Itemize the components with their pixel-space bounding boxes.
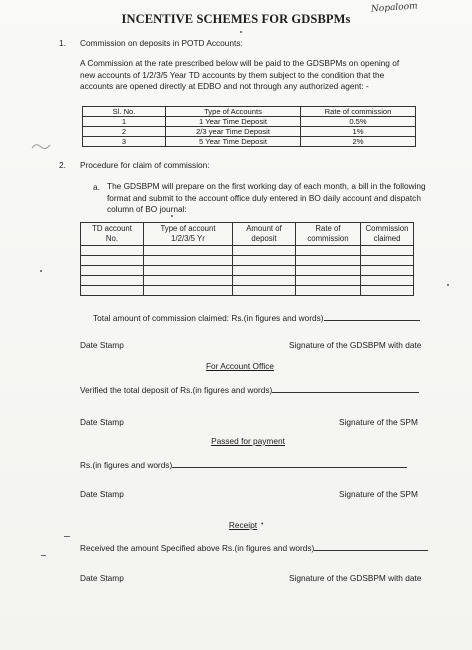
table-cell[interactable] xyxy=(81,286,144,296)
dash-mark xyxy=(41,555,46,556)
table-cell[interactable] xyxy=(144,286,233,296)
paragraph-line: The GDSBPM will prepare on the first working day of each month, a bill in the following xyxy=(107,181,426,191)
table-cell[interactable] xyxy=(233,286,296,296)
table-cell[interactable] xyxy=(361,256,414,266)
rs-words-label: Rs.(in figures and words) xyxy=(80,460,173,470)
table-cell[interactable] xyxy=(233,276,296,286)
table-row xyxy=(81,246,414,256)
section-2-number: 2. xyxy=(59,160,66,170)
paragraph-line: A Commission at the rate prescribed below will be paid to the GDSBPMs on opening of xyxy=(80,58,400,68)
header-line: claimed xyxy=(373,233,401,243)
table-cell[interactable] xyxy=(296,246,361,256)
header-line: Type of account xyxy=(160,224,216,233)
table-cell[interactable] xyxy=(144,256,233,266)
receipt-heading: Receipt xyxy=(228,520,258,530)
table-cell: 1% xyxy=(301,127,416,137)
table-row xyxy=(81,276,414,286)
table-row xyxy=(83,117,416,127)
table-cell: 2/3 year Time Deposit xyxy=(166,127,301,137)
commission-claim-table xyxy=(80,222,414,296)
table-cell: 1 Year Time Deposit xyxy=(166,117,301,127)
document-title: INCENTIVE SCHEMES FOR GDSBPMs xyxy=(121,12,351,26)
table-row xyxy=(83,137,416,147)
header-line: Rate of xyxy=(315,224,341,233)
punch-mark xyxy=(30,140,52,154)
received-amount-field[interactable] xyxy=(314,541,428,551)
header-line: Commission xyxy=(365,224,409,233)
header-line: No. xyxy=(105,233,119,243)
subsection-label: a. xyxy=(93,182,100,192)
account-office-heading: For Account Office xyxy=(205,361,275,371)
paragraph-line: accounts are opened directly at EDBO and not through any authorized agent: - xyxy=(80,81,369,92)
table-row xyxy=(81,256,414,266)
speck xyxy=(240,31,242,33)
date-stamp-label: Date Stamp xyxy=(80,417,124,427)
commission-rate-table xyxy=(82,106,416,147)
speck xyxy=(171,215,173,217)
column-header xyxy=(233,223,296,246)
dash-mark xyxy=(64,536,70,537)
table-cell: 5 Year Time Deposit xyxy=(166,137,301,147)
total-claimed-field[interactable] xyxy=(324,311,420,321)
paragraph-line: format and submit to the account office duly entered in BO daily account and dispatch xyxy=(107,192,421,203)
table-cell: 3 xyxy=(83,137,166,147)
total-claimed-label: Total amount of commission claimed: Rs.(in figures and words) xyxy=(93,313,324,323)
header-line: 1/2/3/5 Yr xyxy=(171,233,205,243)
column-header xyxy=(81,223,144,246)
column-header xyxy=(144,223,233,246)
table-cell[interactable] xyxy=(296,276,361,286)
header-line: commission xyxy=(307,233,349,243)
table-cell[interactable] xyxy=(361,286,414,296)
gdsbpm-signature-label: Signature of the GDSBPM with date xyxy=(289,340,422,350)
table-cell: 1 xyxy=(83,117,166,127)
date-stamp-label: Date Stamp xyxy=(80,573,124,583)
received-line xyxy=(80,541,428,554)
section-1-paragraph xyxy=(80,58,425,93)
column-header: Sl. No. xyxy=(83,107,166,117)
column-header: Type of Accounts xyxy=(166,107,301,117)
table-cell[interactable] xyxy=(144,276,233,286)
handwritten-note: Nopaloom xyxy=(370,1,418,15)
gdsbpm-signature-label: Signature of the GDSBPM with date xyxy=(289,573,422,583)
header-line: Amount of xyxy=(246,224,282,233)
paragraph-line: new accounts of 1/2/3/5 Year TD accounts by them subject to the condition that the xyxy=(80,69,385,80)
header-line: TD account xyxy=(92,224,132,233)
table-cell[interactable] xyxy=(296,266,361,276)
table-cell: 2% xyxy=(301,137,416,147)
table-cell[interactable] xyxy=(361,266,414,276)
table-cell[interactable] xyxy=(233,256,296,266)
table-cell[interactable] xyxy=(233,266,296,276)
spm-signature-label: Signature of the SPM xyxy=(339,417,418,427)
verified-label: Verified the total deposit of Rs.(in figures and words) xyxy=(80,385,273,395)
table-cell: 0.5% xyxy=(301,117,416,127)
verified-amount-field[interactable] xyxy=(272,383,419,393)
table-cell[interactable] xyxy=(81,276,144,286)
table-cell[interactable] xyxy=(361,246,414,256)
date-stamp-label: Date Stamp xyxy=(80,340,124,350)
total-claimed-line xyxy=(93,311,420,324)
rs-words-field[interactable] xyxy=(172,458,407,468)
column-header xyxy=(296,223,361,246)
received-label: Received the amount Specified above Rs.(in figures and words) xyxy=(80,543,315,553)
rs-words-line xyxy=(80,458,407,471)
column-header: Rate of commission xyxy=(301,107,416,117)
table-row xyxy=(81,286,414,296)
table-row xyxy=(83,127,416,137)
date-stamp-label: Date Stamp xyxy=(80,489,124,499)
speck xyxy=(447,284,449,286)
table-cell: 2 xyxy=(83,127,166,137)
table-header-row xyxy=(81,223,414,246)
table-cell[interactable] xyxy=(361,276,414,286)
table-cell[interactable] xyxy=(233,246,296,256)
table-row xyxy=(81,266,414,276)
header-line: deposit xyxy=(251,233,277,243)
table-cell[interactable] xyxy=(81,246,144,256)
section-2-heading: Procedure for claim of commission: xyxy=(80,160,210,170)
table-header-row xyxy=(83,107,416,117)
paragraph-line: column of BO journal: xyxy=(107,204,187,215)
column-header xyxy=(361,223,414,246)
table-cell[interactable] xyxy=(144,266,233,276)
section-1-heading: Commission on deposits in POTD Accounts: xyxy=(80,38,243,48)
speck xyxy=(40,270,42,272)
spm-signature-label: Signature of the SPM xyxy=(339,489,418,499)
table-cell[interactable] xyxy=(81,256,144,266)
section-1-number: 1. xyxy=(59,38,66,48)
subsection-paragraph xyxy=(107,181,427,216)
table-cell[interactable] xyxy=(296,286,361,296)
table-cell[interactable] xyxy=(296,256,361,266)
verified-line xyxy=(80,383,419,396)
passed-for-payment-heading: Passed for payment xyxy=(211,436,285,446)
table-cell[interactable] xyxy=(144,246,233,256)
ink-mark: • xyxy=(261,521,264,528)
table-cell[interactable] xyxy=(81,266,144,276)
